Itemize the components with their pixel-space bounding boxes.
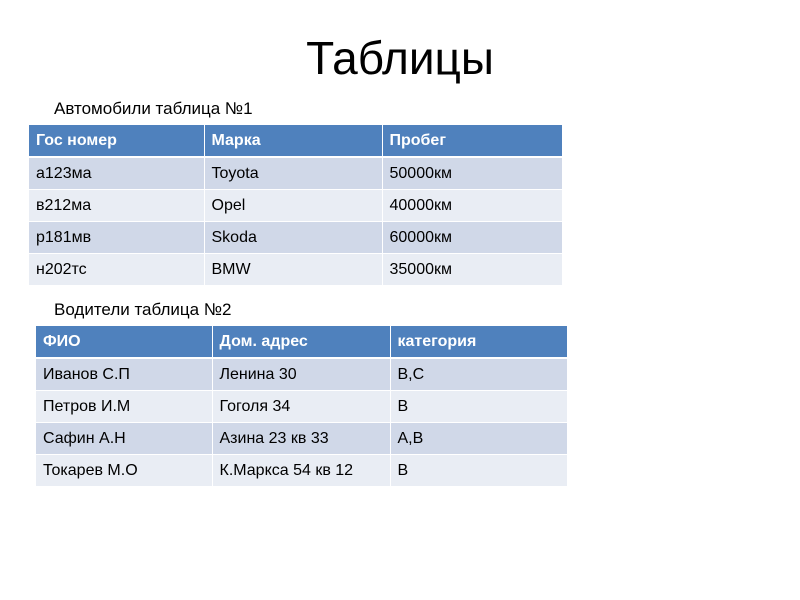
drivers-header-category: категория [390,326,567,358]
cars-cell-mileage: 40000км [382,190,562,222]
table-row [29,254,562,286]
table-row [29,190,562,222]
cars-cell-brand: Opel [204,190,382,222]
cars-table-header-row [29,125,562,157]
cars-cell-plate: р181мв [29,222,204,254]
table-row [29,157,562,190]
drivers-cell-address: Гоголя 34 [212,391,390,423]
cars-cell-brand: Skoda [204,222,382,254]
drivers-header-name: ФИО [36,326,212,358]
drivers-cell-address: К.Маркса 54 кв 12 [212,455,390,487]
drivers-header-address: Дом. адрес [212,326,390,358]
drivers-table-caption: Водители таблица №2 [54,300,232,319]
cars-table-caption: Автомобили таблица №1 [54,99,253,118]
drivers-table-header-row [36,326,567,358]
drivers-cell-category: В [390,455,567,487]
cars-cell-plate: н202тс [29,254,204,286]
table-row [36,358,567,391]
drivers-cell-name: Петров И.М [36,391,212,423]
cars-cell-brand: Toyota [204,157,382,190]
slide-title: Таблицы [306,32,494,84]
table-row [36,455,567,487]
table-row [36,391,567,423]
drivers-cell-name: Иванов С.П [36,358,212,391]
cars-cell-mileage: 50000км [382,157,562,190]
cars-cell-plate: а123ма [29,157,204,190]
drivers-table [36,326,568,487]
cars-header-plate: Гос номер [29,125,204,157]
cars-cell-mileage: 35000км [382,254,562,286]
cars-cell-mileage: 60000км [382,222,562,254]
drivers-cell-category: В,С [390,358,567,391]
cars-cell-plate: в212ма [29,190,204,222]
drivers-cell-category: В [390,391,567,423]
drivers-cell-address: Азина 23 кв 33 [212,423,390,455]
drivers-cell-category: А,В [390,423,567,455]
cars-header-mileage: Пробег [382,125,562,157]
drivers-cell-name: Токарев М.О [36,455,212,487]
cars-table [29,125,563,286]
cars-header-brand: Марка [204,125,382,157]
drivers-cell-name: Сафин А.Н [36,423,212,455]
table-row [36,423,567,455]
table-row [29,222,562,254]
drivers-cell-address: Ленина 30 [212,358,390,391]
cars-cell-brand: BMW [204,254,382,286]
